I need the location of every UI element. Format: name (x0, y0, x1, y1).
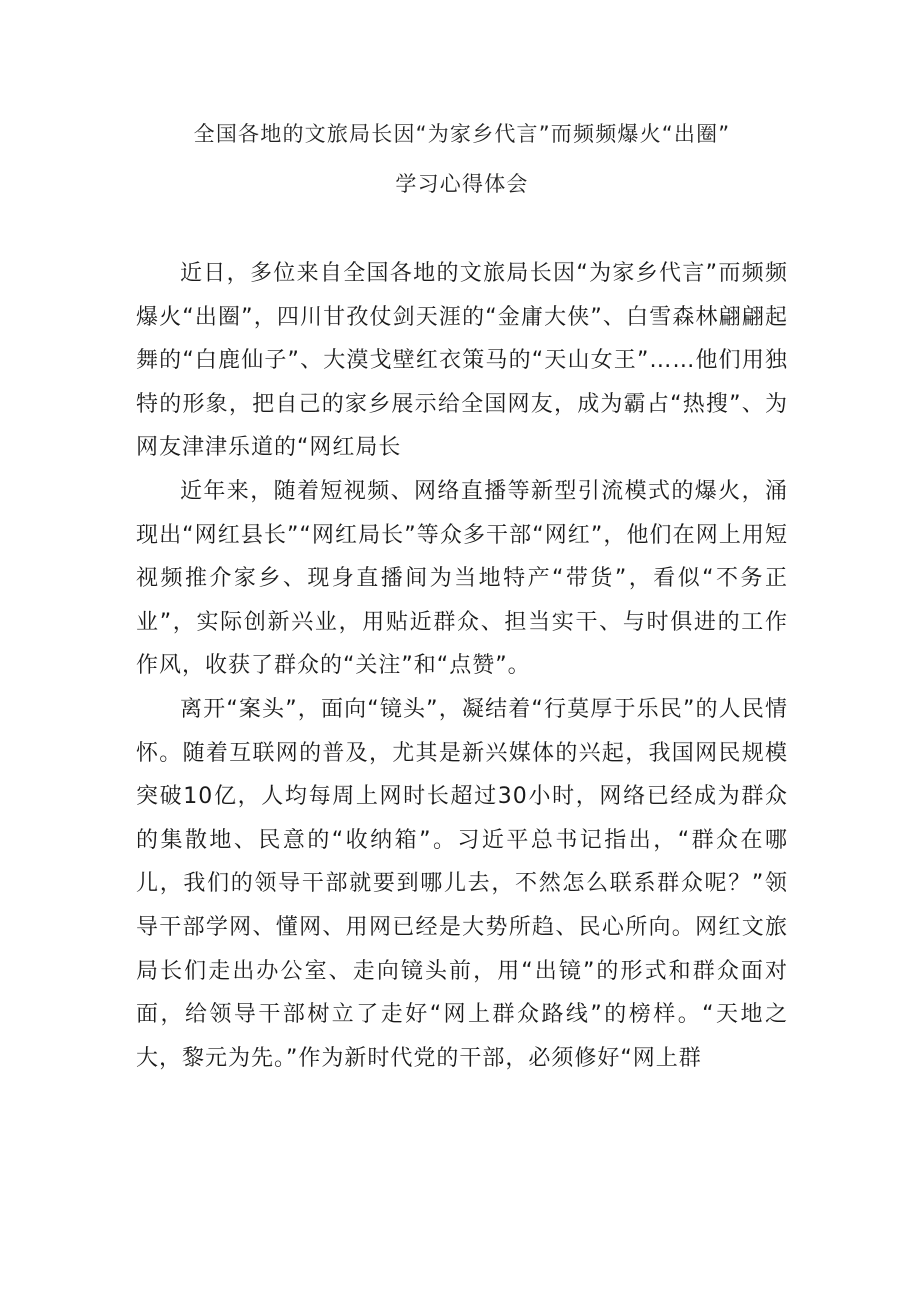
document-subtitle: 学习心得体会 (395, 172, 529, 196)
paragraph-2: 近年来，随着短视频、网络直播等新型引流模式的爆火，涌现出“网红县长”“网红局长”等众多干部“网红”，他们在网上用短视频推介家乡、现身直播间为当地特产“带货”，看似“不务正业”，实际创新兴业，用贴近群众、担当实干、与时俱进的工作作风，收获了群众的“关注”和“点赞”。 (136, 478, 788, 679)
document-body (136, 252, 788, 1080)
paragraph-3: 离开“案头”，面向“镜头”，凝结着“行莫厚于乐民”的人民情怀。随着互联网的普及，尤其是新兴媒体的兴起，我国网民规模突破10亿，人均每周上网时长超过30小时，网络已经成为群众的集散地、民意的“收纳箱”。习近平总书记指出，“群众在哪儿，我们的领导干部就要到哪儿去，不然怎么联系群众呢？”领导干部学网、懂网、用网已经是大势所趋、民心所向。网红文旅局长们走出办公室、走向镜头前，用“出镜”的形式和群众面对面，给领导干部树立了走好“网上群众路线”的榜样。“天地之大，黎元为先。”作为新时代党的干部，必须修好“网上群 (136, 696, 789, 1071)
paragraph-1: 近日，多位来自全国各地的文旅局长因“为家乡代言”而频频爆火“出圈”，四川甘孜仗剑天涯的“金庸大侠”、白雪森林翩翩起舞的“白鹿仙子”、大漠戈壁红衣策马的“天山女王”……他们用独特的形象，把自己的家乡展示给全国网友，成为霸占“热搜”、为网友津津乐道的“网红局长 (136, 261, 788, 461)
document-title: 全国各地的文旅局长因“为家乡代言”而频频爆火“出圈” (193, 122, 731, 146)
